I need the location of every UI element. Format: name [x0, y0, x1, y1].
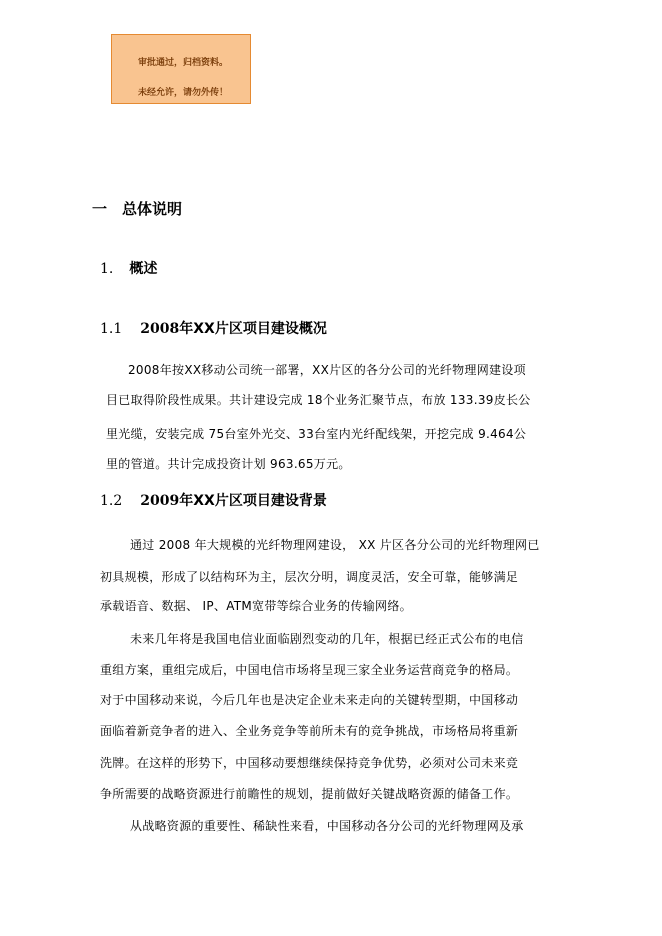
paragraph-line: 未来几年将是我国电信业面临剧烈变动的几年，根据已经正式公布的电信 [130, 632, 524, 646]
paragraph-line: 承载语音、数据、 IP、ATM宽带等综合业务的传输网络。 [100, 599, 412, 613]
section-heading-1-1 [100, 318, 327, 338]
heading-level-2 [100, 258, 157, 278]
section-title [140, 321, 327, 337]
section-heading-1-2 [100, 490, 327, 510]
notice-line-2: 未经允许，请勿外传！ [138, 88, 229, 98]
heading-level-1 [92, 198, 182, 219]
paragraph-line: 面临着新竞争者的进入、全业务竞争等前所未有的竞争挑战，市场格局将重新 [100, 724, 519, 738]
paragraph-line: 2008年按XX移动公司统一部署，XX片区的各分公司的光纤物理网建设项 [128, 363, 526, 377]
section-number: 1.2 [100, 493, 123, 509]
heading-2-number: 1. [100, 261, 114, 277]
heading-1-number: 一 [92, 200, 108, 218]
section-title-rest: 年XX片区项目建设概况 [179, 321, 327, 337]
section-title [140, 493, 327, 509]
section-number: 1.1 [100, 321, 123, 337]
paragraph-line: 洗牌。在这样的形势下，中国移动要想继续保持竞争优势，必须对公司未来竞 [100, 756, 519, 770]
paragraph-line: 争所需要的战略资源进行前瞻性的规划，提前做好关键战略资源的储备工作。 [100, 787, 519, 801]
paragraph-line: 从战略资源的重要性、稀缺性来看，中国移动各分公司的光纤物理网及承 [130, 819, 524, 833]
approval-notice-box [111, 34, 251, 104]
paragraph-line: 通过 2008 年大规模的光纤物理网建设， XX 片区各分公司的光纤物理网已 [130, 538, 540, 552]
paragraph-line: 里光缆，安装完成 75台室外光交、33台室内光纤配线架，开挖完成 9.464公 [106, 427, 527, 441]
paragraph-line: 初具规模，形成了以结构环为主，层次分明，调度灵活，安全可靠，能够满足 [100, 570, 519, 584]
notice-line-1: 审批通过，归档资料。 [138, 58, 229, 68]
section-title-rest: 年XX片区项目建设背景 [179, 493, 327, 509]
heading-2-title: 概述 [129, 261, 158, 277]
section-title-year: 2009 [140, 493, 180, 509]
paragraph-line: 重组方案，重组完成后，中国电信市场将呈现三家全业务运营商竞争的格局。 [100, 663, 519, 677]
paragraph-line: 里的管道。共计完成投资计划 963.65万元。 [106, 457, 351, 471]
heading-1-title: 总体说明 [122, 200, 183, 218]
section-title-year: 2008 [140, 321, 180, 337]
paragraph-line: 对于中国移动来说，今后几年也是决定企业未来走向的关键转型期，中国移动 [100, 693, 519, 707]
paragraph-line: 目已取得阶段性成果。共计建设完成 18个业务汇聚节点，布放 133.39皮长公 [106, 393, 531, 407]
